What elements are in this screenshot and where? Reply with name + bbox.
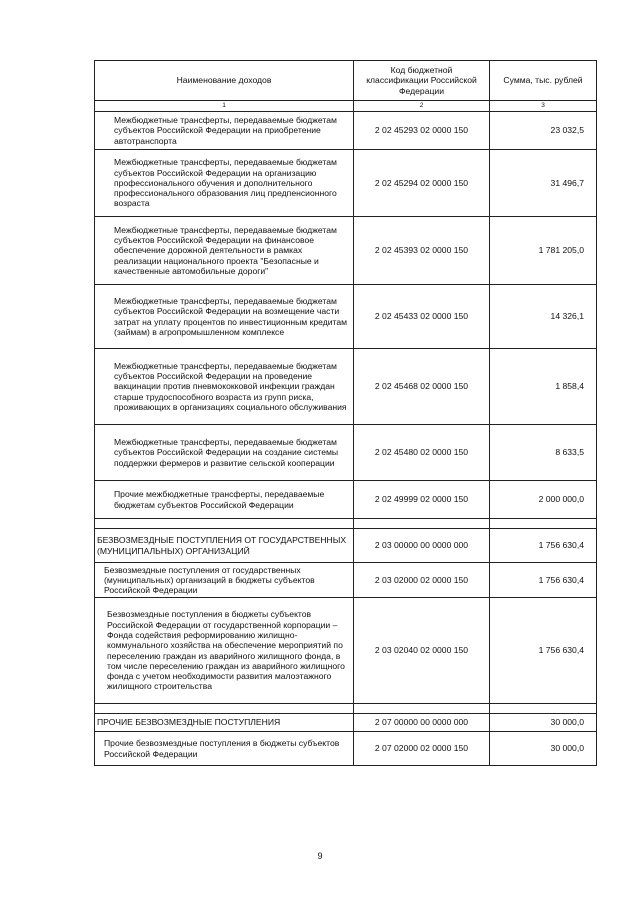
amount: 30 000,0 xyxy=(490,732,597,766)
income-name: Безвозмездные поступления от государственных (муниципальных) организаций в бюджеты субъектов Российской Федерации xyxy=(95,563,354,598)
column-number: 3 xyxy=(490,101,597,112)
column-number: 2 xyxy=(354,101,490,112)
income-name: Межбюджетные трансферты, передаваемые бюджетам субъектов Российской Федерации на создание системы поддержки фермеров и развитие сельской кооперации xyxy=(95,425,354,481)
spacer-row xyxy=(95,704,597,714)
amount: 1 781 205,0 xyxy=(490,217,597,285)
amount: 23 032,5 xyxy=(490,112,597,150)
amount: 1 756 630,4 xyxy=(490,598,597,704)
budget-code: 2 02 45433 02 0000 150 xyxy=(354,285,490,349)
income-name: Безвозмездные поступления в бюджеты субъектов Российской Федерации от государственной корпорации – Фонда содействия реформированию жилищно-коммунального хозяйства на обеспечение мероприятий по переселению граждан из аварийного жилищного фонда, в том числе переселению граждан из аварийного жилищного фонда с учетом необходимости развития малоэтажного жилищного строительства xyxy=(95,598,354,704)
budget-code: 2 02 45294 02 0000 150 xyxy=(354,150,490,217)
income-name: ПРОЧИЕ БЕЗВОЗМЕЗДНЫЕ ПОСТУПЛЕНИЯ xyxy=(95,714,354,732)
income-name: Межбюджетные трансферты, передаваемые бюджетам субъектов Российской Федерации на возмещение части затрат на уплату процентов по инвестиционным кредитам (займам) в агропромышленном комплексе xyxy=(95,285,354,349)
table-row xyxy=(95,217,597,285)
income-name: Межбюджетные трансферты, передаваемые бюджетам субъектов Российской Федерации на проведение вакцинации против пневмококковой инфекции граждан старше трудоспособного возраста из групп риска, проживающих в организациях социального обслуживания xyxy=(95,349,354,425)
amount: 2 000 000,0 xyxy=(490,481,597,519)
budget-code: 2 03 02000 02 0000 150 xyxy=(354,563,490,598)
income-name: Межбюджетные трансферты, передаваемые бюджетам субъектов Российской Федерации на организацию профессионального обучения и дополнительного профессионального образования лиц предпенсионного возраста xyxy=(95,150,354,217)
revenue-table xyxy=(94,60,597,766)
table-header-row xyxy=(95,61,597,101)
budget-code: 2 03 02040 02 0000 150 xyxy=(354,598,490,704)
column-number: 1 xyxy=(95,101,354,112)
table-row xyxy=(95,425,597,481)
amount: 1 858,4 xyxy=(490,349,597,425)
income-name: Межбюджетные трансферты, передаваемые бюджетам субъектов Российской Федерации на приобретение автотранспорта xyxy=(95,112,354,150)
table-row xyxy=(95,481,597,519)
amount: 8 633,5 xyxy=(490,425,597,481)
income-name: Межбюджетные трансферты, передаваемые бюджетам субъектов Российской Федерации на финансовое обеспечение дорожной деятельности в рамках реализации национального проекта "Безопасные и качественные автомобильные дороги" xyxy=(95,217,354,285)
header-budget-code: Код бюджетной классификации Российской Федерации xyxy=(354,61,490,101)
income-name: БЕЗВОЗМЕЗДНЫЕ ПОСТУПЛЕНИЯ ОТ ГОСУДАРСТВЕННЫХ (МУНИЦИПАЛЬНЫХ) ОРГАНИЗАЦИЙ xyxy=(95,529,354,563)
budget-code: 2 02 45293 02 0000 150 xyxy=(354,112,490,150)
budget-code: 2 02 45480 02 0000 150 xyxy=(354,425,490,481)
spacer-row xyxy=(95,519,597,529)
income-name: Прочие безвозмездные поступления в бюджеты субъектов Российской Федерации xyxy=(95,732,354,766)
budget-code: 2 02 45393 02 0000 150 xyxy=(354,217,490,285)
amount: 31 496,7 xyxy=(490,150,597,217)
table-row xyxy=(95,598,597,704)
table-row xyxy=(95,349,597,425)
column-number-row xyxy=(95,101,597,112)
amount: 30 000,0 xyxy=(490,714,597,732)
amount: 1 756 630,4 xyxy=(490,563,597,598)
table-row xyxy=(95,112,597,150)
table-row xyxy=(95,285,597,349)
budget-code: 2 07 00000 00 0000 000 xyxy=(354,714,490,732)
table-row xyxy=(95,563,597,598)
table-row xyxy=(95,732,597,766)
table-row xyxy=(95,714,597,732)
header-amount: Сумма, тыс. рублей xyxy=(490,61,597,101)
budget-code: 2 02 49999 02 0000 150 xyxy=(354,481,490,519)
page-number: 9 xyxy=(317,851,323,861)
budget-code: 2 03 00000 00 0000 000 xyxy=(354,529,490,563)
header-income-name: Наименование доходов xyxy=(95,61,354,101)
table-row xyxy=(95,529,597,563)
income-name: Прочие межбюджетные трансферты, передаваемые бюджетам субъектов Российской Федерации xyxy=(95,481,354,519)
budget-code: 2 07 02000 02 0000 150 xyxy=(354,732,490,766)
amount: 1 756 630,4 xyxy=(490,529,597,563)
table-row xyxy=(95,150,597,217)
budget-code: 2 02 45468 02 0000 150 xyxy=(354,349,490,425)
amount: 14 326,1 xyxy=(490,285,597,349)
